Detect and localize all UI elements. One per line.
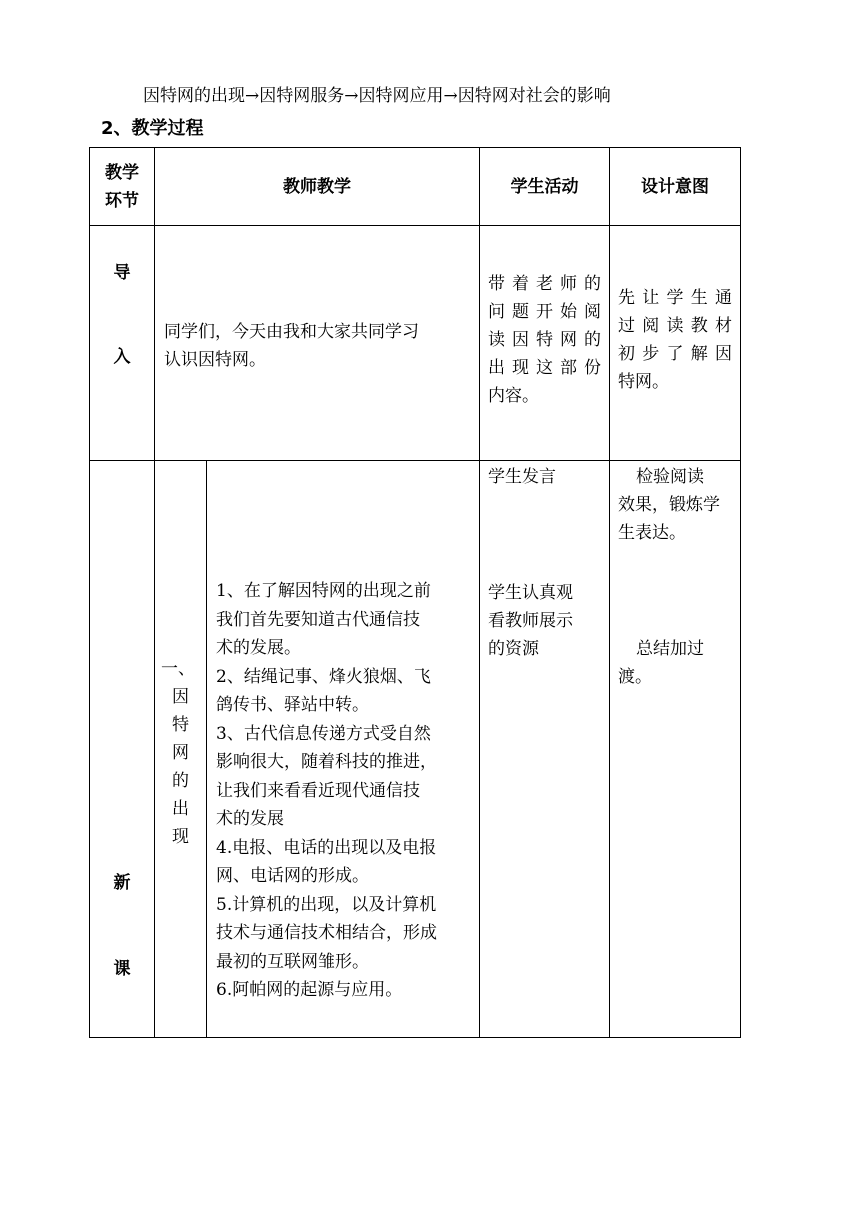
stage-new-lesson [90, 461, 155, 1038]
teacher-new-lesson: 1、在了解因特网的出现之前 我们首先要知道古代通信技 术的发展。 2、结绳记事、烽火狼烟、飞 鸽传书、驿站中转。 3、古代信息传递方式受自然 影响很大，随着科技的推进， 让我们来看看近现代通信技 术的发展 4.电报、电话的出现以及电报 网、电话网的形成。 5.计算机的出现，以及计算机 技术与通信技术相结合，形成 最初的互联网雏形。 6.阿帕网的起源与应用。 [207, 461, 480, 1038]
student-intro: 带着老师的 问题开始阅 读因特网的 出现这部份 内容。 [480, 226, 610, 461]
table-row-intro [90, 226, 741, 461]
stage-intro-char1: 导 [113, 263, 131, 283]
stage-intro-char2: 入 [113, 347, 131, 367]
flow-line: 因特网的出现→因特网服务→因特网应用→因特网对社会的影响 [143, 86, 611, 106]
section-title: 2、教学过程 [101, 118, 204, 139]
header-intent: 设计意图 [610, 148, 741, 226]
table-header-row [90, 148, 741, 226]
teacher-intro: 同学们，今天由我和大家共同学习 认识因特网。 [155, 226, 480, 461]
stage-new-char1: 新 [113, 873, 131, 893]
header-stage: 教学 环节 [90, 148, 155, 226]
table-row-new-lesson [90, 461, 741, 1038]
stage-intro [90, 226, 155, 461]
student-new-lesson: 学生发言 学生认真观 看教师展示 的资源 [480, 461, 610, 1038]
header-student: 学生活动 [480, 148, 610, 226]
student-speak: 学生发言 [488, 467, 556, 487]
intent-intro: 先让学生通 过阅读教材 初步了解因 特网。 [610, 226, 741, 461]
header-teacher: 教师教学 [155, 148, 480, 226]
sub-stage-internet-origin: 一、 因 特 网 的 出 现 [155, 461, 207, 1038]
stage-new-char2: 课 [113, 959, 131, 979]
intent-new-lesson: 检验阅读 效果，锻炼学 生表达。 总结加过 渡。 [610, 461, 741, 1038]
teaching-process-table [89, 147, 741, 1038]
